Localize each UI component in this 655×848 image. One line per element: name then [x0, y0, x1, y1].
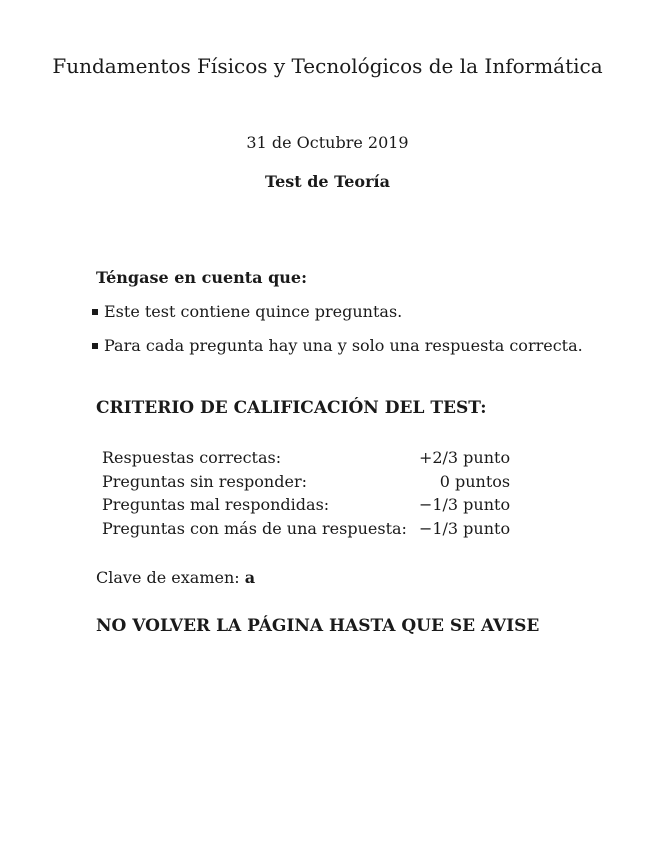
- bullet-square-icon: [92, 309, 98, 315]
- notice-list: [92, 302, 583, 370]
- criteria-value: 0 puntos: [439, 471, 511, 491]
- criteria-label: Preguntas sin responder:: [102, 471, 307, 491]
- exam-key-value: a: [244, 568, 256, 587]
- exam-subtitle: Test de Teoría: [265, 172, 390, 191]
- criteria-value: +2/3 punto: [418, 448, 511, 468]
- table-row: [96, 517, 516, 541]
- notice-heading: Téngase en cuenta que:: [96, 268, 307, 287]
- criteria-label: Preguntas mal respondidas:: [102, 495, 330, 515]
- bullet-square-icon: [92, 343, 98, 349]
- list-item: [92, 302, 583, 336]
- exam-key-label: Clave de examen:: [96, 568, 240, 587]
- notice-item-text: Para cada pregunta hay una y solo una respuesta correcta.: [104, 336, 583, 355]
- criteria-value: −1/3 punto: [418, 518, 511, 538]
- exam-date: 31 de Octubre 2019: [246, 133, 409, 152]
- table-row: [96, 493, 516, 517]
- table-row: [96, 470, 516, 494]
- criteria-heading: CRITERIO DE CALIFICACIÓN DEL TEST:: [96, 398, 487, 418]
- criteria-label: Respuestas correctas:: [102, 448, 282, 468]
- list-item: [92, 336, 583, 370]
- document-title: Fundamentos Físicos y Tecnológicos de la Informática: [52, 54, 603, 78]
- grading-table: [96, 446, 516, 540]
- exam-key: [96, 568, 255, 587]
- criteria-value: −1/3 punto: [418, 495, 511, 515]
- do-not-turn-warning: NO VOLVER LA PÁGINA HASTA QUE SE AVISE: [96, 616, 540, 636]
- notice-item-text: Este test contiene quince preguntas.: [104, 302, 403, 321]
- table-row: [96, 446, 516, 470]
- criteria-label: Preguntas con más de una respuesta:: [102, 518, 407, 538]
